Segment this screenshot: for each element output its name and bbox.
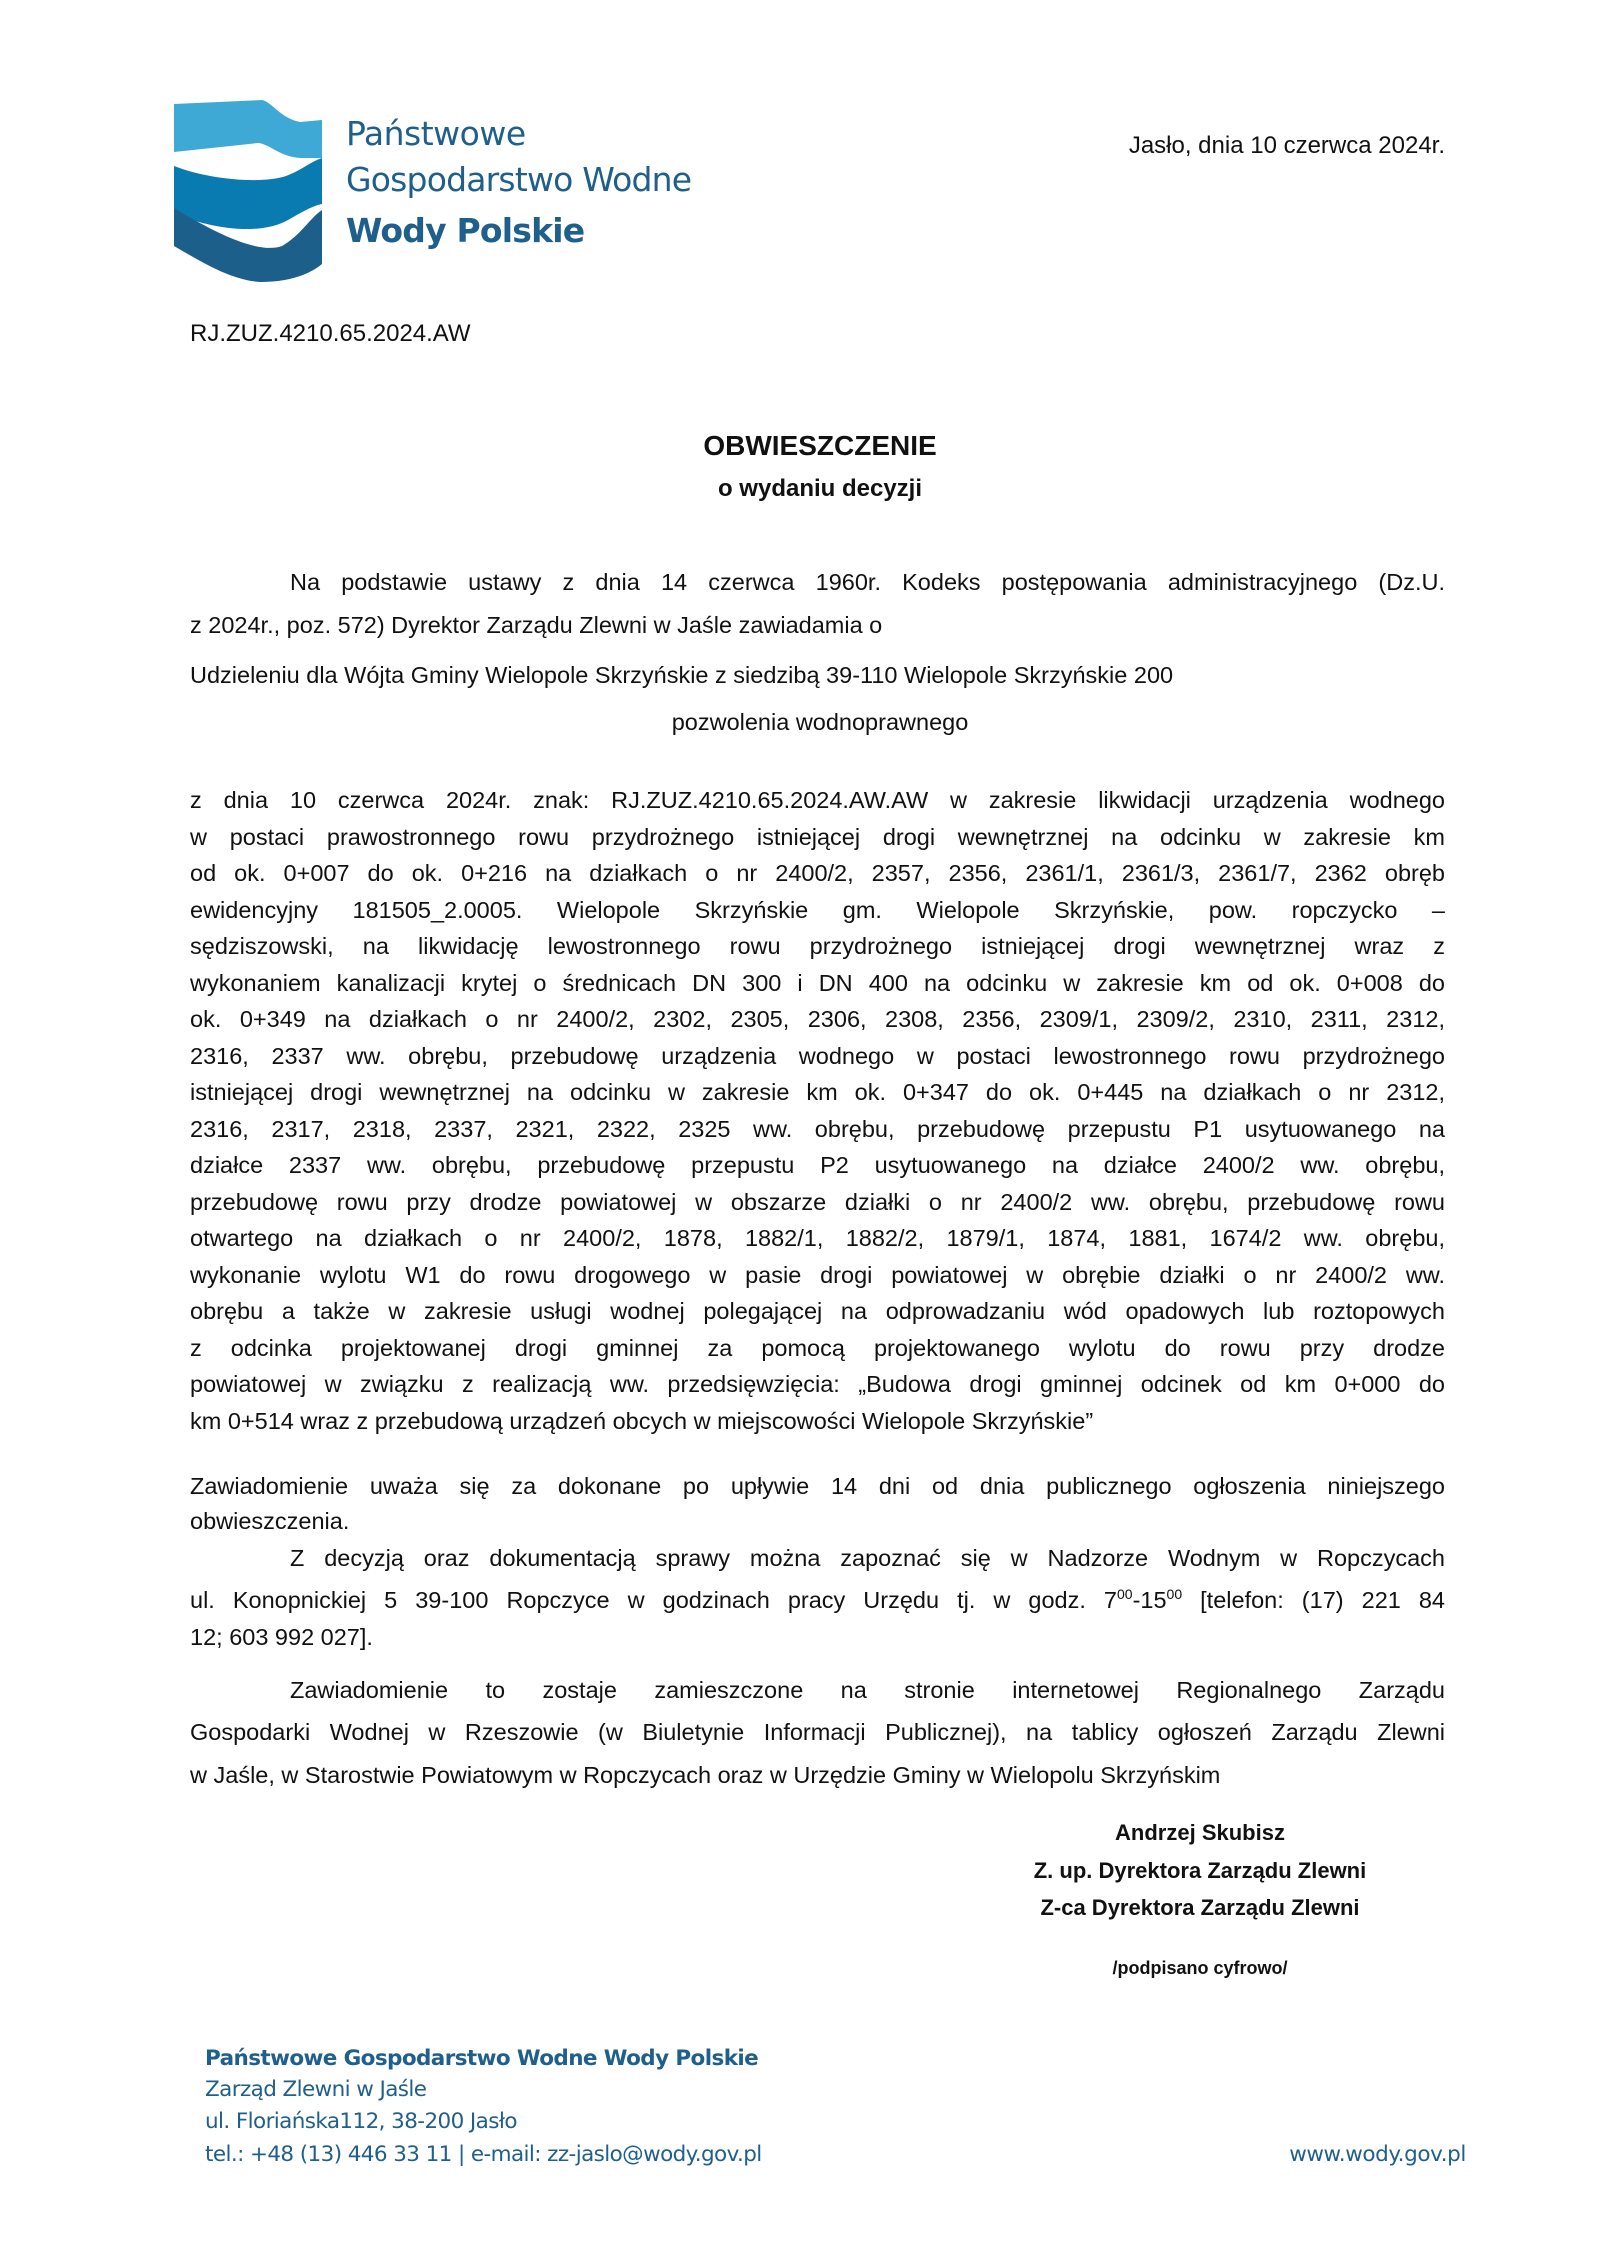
decision-line: z odcinka projektowanej drogi gminnej za pomocą projektowanego wylotu do rowu przy drodze	[190, 1334, 1445, 1361]
decision-line: 2316, 2317, 2318, 2337, 2321, 2322, 2325 ww. obrębu, przebudowę przepustu P1 usytuowanego na	[190, 1115, 1445, 1142]
permit-type: pozwolenia wodnoprawnego	[671, 709, 969, 735]
decision-line: ewidencyjny 181505_2.0005. Wielopole Skrzyńskie gm. Wielopole Skrzyńskie, pow. ropczycko –	[190, 896, 1445, 923]
decision-line: z dnia 10 czerwca 2024r. znak: RJ.ZUZ.4210.65.2024.AW.AW w zakresie likwidacji urządzenia wodnego	[190, 787, 1445, 813]
decision-line: sędziszowski, na likwidację lewostronnego rowu przydrożnego istniejącej drogi wewnętrznej wraz z	[190, 933, 1445, 959]
footer-organization: Państwowe Gospodarstwo Wodne Wody Polskie	[205, 2046, 759, 2071]
decision-line: otwartego na działkach o nr 2400/2, 1878, 1882/1, 1882/2, 1879/1, 1874, 1881, 1674/2 ww. obrębu,	[190, 1225, 1445, 1251]
case-reference: RJ.ZUZ.4210.65.2024.AW	[190, 320, 471, 347]
logo-band-top	[174, 100, 322, 158]
notice-line: obwieszczenia.	[190, 1508, 350, 1534]
decision-line: wykonanie wylotu W1 do rowu drogowego w pasie drogi powiatowej w obrębie działki o nr 2400/2 ww.	[190, 1261, 1445, 1288]
access-text: ul. Konopnickiej 5 39-100 Ropczyce w godzinach pracy Urzędu tj. w godz. 7	[190, 1587, 1117, 1613]
logo-text-line1: Państwowe	[346, 114, 526, 153]
access-line: Z decyzją oraz dokumentacją sprawy można zapoznać się w Nadzorze Wodnym w Ropczycach	[290, 1545, 1445, 1571]
decision-line: od ok. 0+007 do ok. 0+216 na działkach o nr 2400/2, 2357, 2356, 2361/1, 2361/3, 2361/7, 2362 obręb	[190, 860, 1445, 886]
decision-line: obrębu a także w zakresie usługi wodnej polegającej na odprowadzaniu wód opadowych lub roztopowych	[190, 1298, 1445, 1324]
access-line-phone: 12; 603 992 027].	[190, 1624, 373, 1650]
decision-line: w postaci prawostronnego rowu przydrożnego istniejącej drogi wewnętrznej na odcinku w zakresie km	[190, 823, 1445, 850]
decision-line: powiatowej w związku z realizacją ww. przedsięwzięcia: „Budowa drogi gminnej odcinek od km 0+000 do	[190, 1371, 1445, 1397]
logo-text-line3: Wody Polskie	[346, 211, 585, 250]
signatory-role-1: Z. up. Dyrektora Zarządu Zlewni	[1033, 1858, 1367, 1883]
document-date: Jasło, dnia 10 czerwca 2024r.	[1128, 132, 1445, 159]
footer-address: ul. Floriańska112, 38-200 Jasło	[205, 2109, 517, 2134]
footer-contact: tel.: +48 (13) 446 33 11 | e-mail: zz-jaslo@wody.gov.pl	[205, 2142, 762, 2167]
publication-line: Zawiadomienie to zostaje zamieszczone na stronie internetowej Regionalnego Zarządu	[290, 1677, 1445, 1703]
signatory-name: Andrzej Skubisz	[1115, 1820, 1285, 1845]
hour-end-minutes: 00	[1166, 1586, 1183, 1603]
logo-shield-icon	[170, 96, 326, 286]
decision-line: wykonaniem kanalizacji krytej o średnicach DN 300 i DN 400 na odcinku w zakresie km od ok. 0+008 do	[190, 969, 1445, 996]
intro-line: Na podstawie ustawy z dnia 14 czerwca 1960r. Kodeks postępowania administracyjnego (Dz.U.	[290, 569, 1445, 595]
signatory-role-2: Z-ca Dyrektora Zarządu Zlewni	[1040, 1895, 1360, 1920]
decision-line: istniejącej drogi wewnętrznej na odcinku w zakresie km ok. 0+347 do ok. 0+445 na działkach o nr 2312,	[190, 1079, 1445, 1105]
footer-unit: Zarząd Zlewni w Jaśle	[205, 2077, 427, 2102]
notice-line: Zawiadomienie uważa się za dokonane po upływie 14 dni od dnia publicznego ogłoszenia niniejszego	[190, 1473, 1445, 1499]
logo-text-line2: Gospodarstwo Wodne	[346, 160, 692, 199]
document-subtitle: o wydaniu decyzji	[717, 475, 923, 502]
publication-line: Gospodarki Wodnej w Rzeszowie (w Biuletynie Informacji Publicznej), na tablicy ogłoszeń Zarządu Zlewni	[190, 1719, 1445, 1745]
decision-line: ok. 0+349 na działkach o nr 2400/2, 2302, 2305, 2306, 2308, 2356, 2309/1, 2309/2, 2310, 2311, 2312,	[190, 1006, 1445, 1032]
hour-separator: -15	[1132, 1587, 1167, 1613]
phone-text: [telefon: (17) 221 84	[1182, 1587, 1445, 1613]
decision-line: 2316, 2337 ww. obrębu, przebudowę urządzenia wodnego w postaci lewostronnego rowu przydrożnego	[190, 1042, 1445, 1069]
recipient-line: Udzieleniu dla Wójta Gminy Wielopole Skrzyńskie z siedzibą 39-110 Wielopole Skrzyńskie 200	[190, 662, 1174, 688]
digital-signature-note: /podpisano cyfrowo/	[1112, 1958, 1288, 1978]
decision-line: przebudowę rowu przy drodze powiatowej w obszarze działki o nr 2400/2 ww. obrębu, przebudowę rowu	[190, 1188, 1445, 1215]
intro-line: z 2024r., poz. 572) Dyrektor Zarządu Zlewni w Jaśle zawiadamia o	[190, 612, 883, 638]
publication-line: w Jaśle, w Starostwie Powiatowym w Ropczycach oraz w Urzędzie Gminy w Wielopolu Skrzyńskim	[190, 1762, 1221, 1788]
decision-line: km 0+514 wraz z przebudową urządzeń obcych w miejscowości Wielopole Skrzyńskie”	[190, 1407, 1094, 1434]
decision-line: działce 2337 ww. obrębu, przebudowę przepustu P2 usytuowanego na działce 2400/2 ww. obrębu,	[190, 1152, 1445, 1178]
document-title: OBWIESZCZENIE	[703, 430, 937, 461]
footer-website-link[interactable]: www.wody.gov.pl	[1289, 2142, 1466, 2167]
access-line-hours	[190, 1585, 1445, 1615]
hour-start-minutes: 00	[1117, 1586, 1133, 1603]
logo-band-middle	[174, 158, 322, 229]
